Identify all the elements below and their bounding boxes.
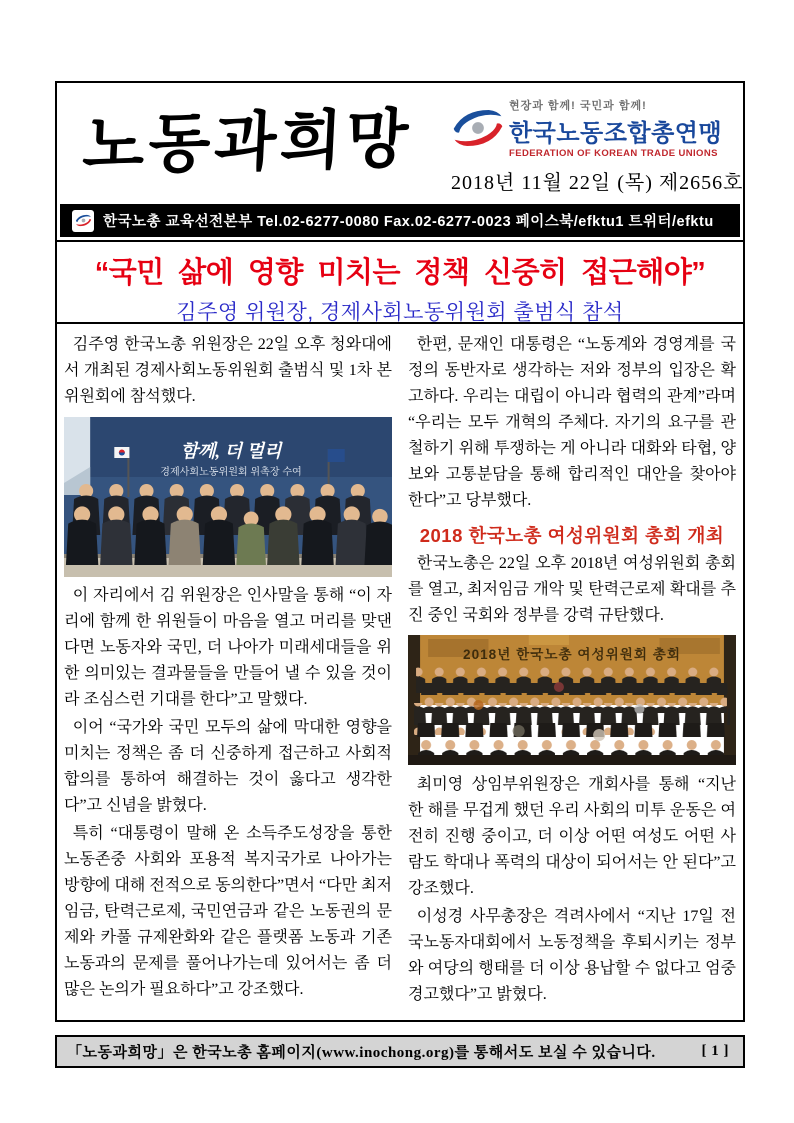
org-slogan: 현장과 함께! 국민과 함께!: [509, 100, 647, 112]
main-frame: [55, 81, 745, 1022]
org-block: [451, 97, 744, 195]
womens-committee-photo: [408, 635, 736, 765]
headline-box: [57, 240, 743, 324]
footer-note: 「노동과희망」은 한국노총 홈페이지(www.inochong.org)를 통해서도 보실 수 있습니다.: [67, 1045, 656, 1061]
issue-date: 2018년 11월 22일 (목) 제2656호: [451, 172, 744, 194]
contact-info: 한국노총 교육선전본부 Tel.02-6277-0080 Fax.02-6277-0023 페이스북/efktu1 트위터/efktu: [103, 214, 714, 230]
newsletter-title: 노동과희망: [80, 101, 414, 184]
article1-paragraph-2: 이 자리에서 김 위원장은 인사말을 통해 “이 자리에 함께 한 위원들이 마음을 열고 머리를 맞댄다면 노동자와 국민, 더 나아가 미래세대들을 위한 의미있는 결과물들을 만들어 낼 수 있을 것이라 조심스런 기대를 한다”고 말했다.: [64, 587, 392, 708]
article2-paragraph-4: 이성경 사무총장은 격려사에서 “지난 17일 전국노동자대회에서 노동정책을 후퇴시키는 정부와 여당의 행태를 더 이상 용납할 수 없다고 엄중 경고했다”고 밝혔다.: [408, 908, 736, 1003]
contact-bar: [60, 204, 740, 237]
photo1-banner-subtitle: 경제사회노동위원회 위촉장 수여: [160, 467, 302, 478]
photo2-banner-title: 2018년 한국노총 여성위원회 총회: [463, 647, 681, 662]
article2-paragraph-1: 한편, 문재인 대통령은 “노동계와 경영계를 국정의 동반자로 생각하는 저와 정부의 입장은 확고하다. 우리는 대립이 아니라 협력의 관계”라며 “우리는 모두 개혁의 주체다. 자기의 요구를 관철하기 위해 투쟁하는 게 아니라 대화와 타협, 양보와 고통분담을 통해 합리적인 대안을 찾아야 한다”고 당부했다.: [408, 336, 736, 509]
fktu-logo-icon: [451, 104, 505, 152]
photo1-banner-title: 함께, 더 멀리: [180, 441, 282, 461]
masthead: [57, 83, 743, 203]
org-name-en: FEDERATION OF KOREAN TRADE UNIONS: [509, 148, 718, 159]
ceremony-photo: [64, 417, 392, 577]
org-name-kr: 한국노동조합총연맹: [509, 120, 723, 147]
photo2-crowd: [414, 665, 730, 759]
article1-paragraph-1: 김주영 한국노총 위원장은 22일 오후 청와대에서 개최된 경제사회노동위원회 출범식 및 1차 본 위원회에 참석했다.: [64, 336, 392, 405]
section-title-womens-committee: 2018 한국노총 여성위원회 총회 개최: [419, 525, 725, 546]
page-number: [ 1 ]: [701, 1043, 729, 1059]
headline-title: “국민 삶에 영향 미치는 정책 신중히 접근해야”: [94, 257, 706, 289]
body-area: [57, 326, 743, 1020]
article-right-column: [408, 330, 736, 1020]
article-left-column: [64, 330, 392, 1020]
article2-paragraph-3: 최미영 상임부위원장은 개회사를 통해 “지난 한 해를 무겁게 했던 우리 사회의 미투 운동은 여전히 진행 중이고, 더 이상 어떤 여성도 어떤 사람도 학대나 폭력의 대상이 되어서는 안 된다”고 강조했다.: [408, 776, 736, 897]
article1-paragraph-3: 이어 “국가와 국민 모두의 삶에 막대한 영향을 미치는 정책은 좀 더 신중하게 접근하고 사회적 합의를 통하여 해결하는 것이 옳다고 생각한다”고 신념을 밝혔다.: [64, 719, 392, 814]
article2-paragraph-2: 한국노총은 22일 오후 2018년 여성위원회 총회를 열고, 최저임금 개악 및 탄력근로제 확대를 추진 중인 국회와 정부를 강력 규탄했다.: [408, 555, 736, 624]
fktu-mini-logo-icon: [72, 210, 94, 232]
headline-subtitle: 김주영 위원장, 경제사회노동위원회 출범식 참석: [176, 301, 624, 324]
footer-bar: [55, 1035, 745, 1068]
article1-paragraph-4: 특히 “대통령이 말해 온 소득주도성장을 통한 노동존중 사회와 포용적 복지국가로 나아가는 방향에 대해 전적으로 동의한다”면서 “다만 최저임금, 탄력근로제, 국민연금과 같은 노동권의 문제와 카풀 규제완화와 같은 플랫폼 노동과 기존 노동과의 문제를 풀어나가는데 있어서는 좀 더 많은 논의가 필요하다”고 강조했다.: [64, 825, 392, 998]
